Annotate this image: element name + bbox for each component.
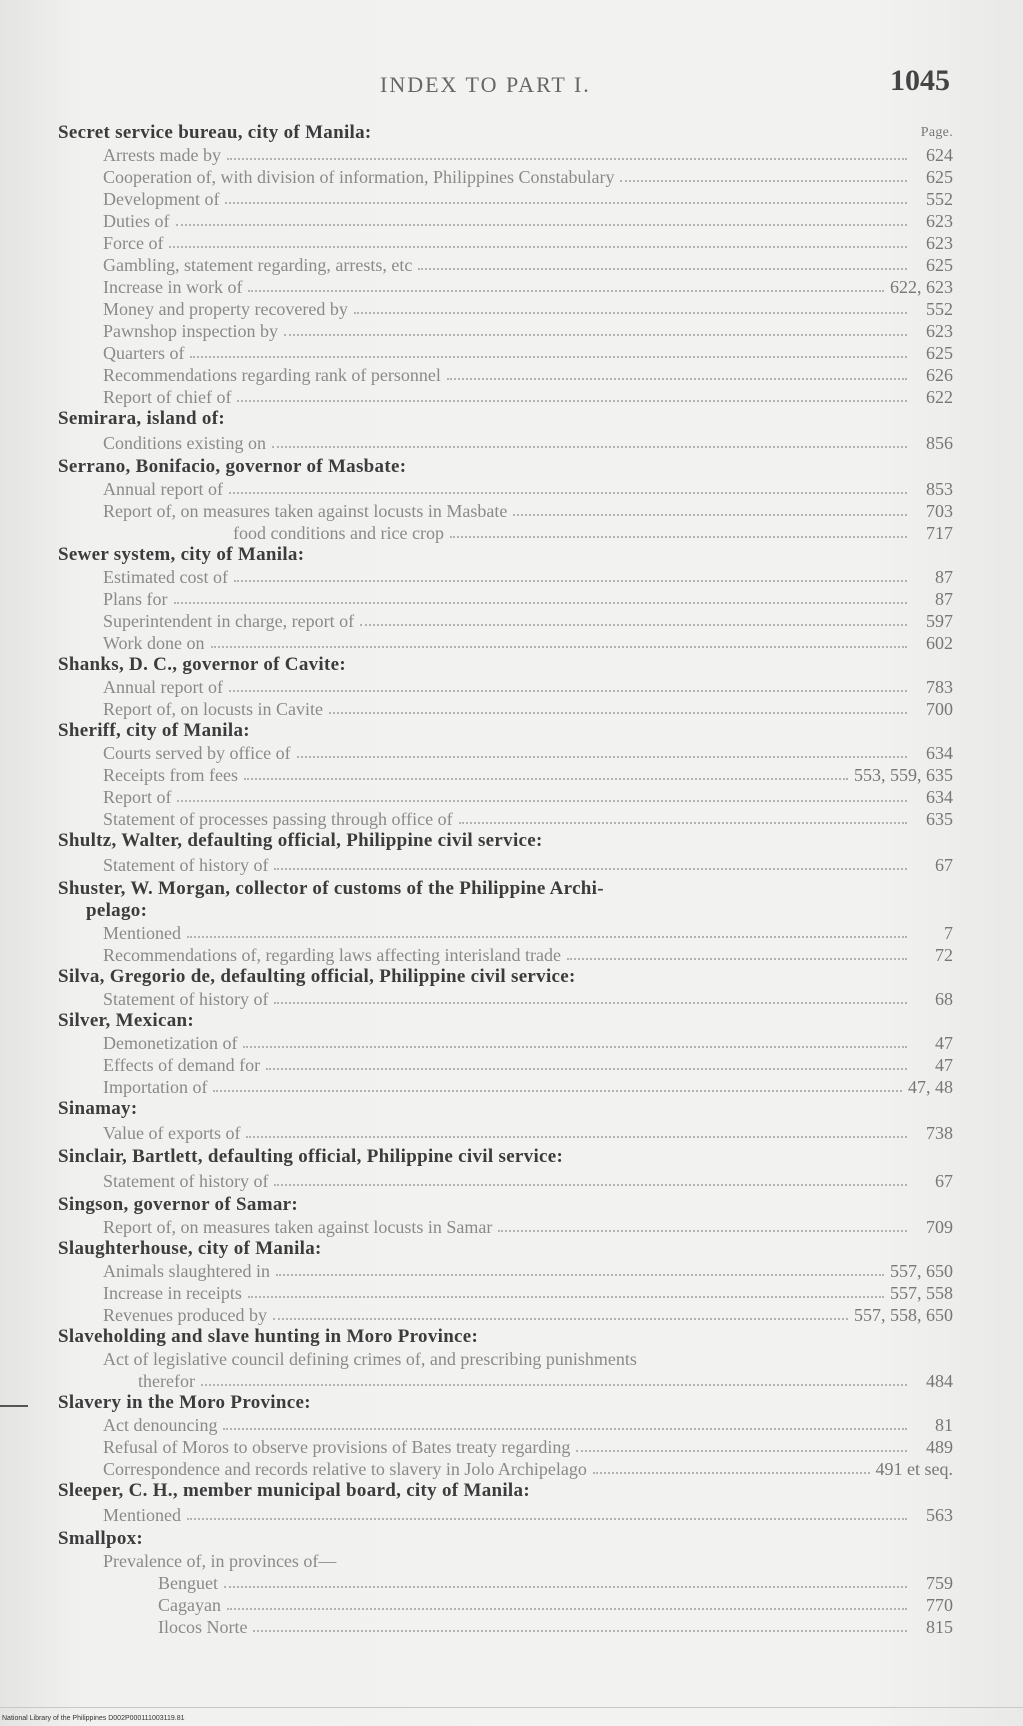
leader-dots	[237, 400, 907, 402]
leader-dots	[234, 580, 907, 582]
index-row	[58, 676, 953, 698]
row-page: 67	[935, 1171, 953, 1191]
leader-dots	[274, 1184, 907, 1186]
leader-dots	[297, 756, 907, 758]
row-text: Conditions existing on	[103, 433, 267, 453]
leader-dots	[176, 224, 908, 226]
leader-dots	[223, 1428, 907, 1430]
leader-dots	[169, 246, 907, 248]
index-row	[58, 1436, 953, 1458]
entry-heading: Sinclair, Bartlett, defaulting official, Philippine civil service:	[58, 1146, 564, 1167]
index-row	[58, 500, 953, 522]
row-page: 81	[935, 1415, 953, 1435]
leader-dots	[567, 958, 907, 960]
entry-heading: Singson, governor of Samar:	[58, 1194, 298, 1215]
row-text: Pawnshop inspection by	[103, 321, 278, 341]
index-row	[58, 1414, 953, 1436]
index-row	[58, 320, 953, 342]
leader-dots	[447, 378, 907, 380]
leader-dots	[576, 1450, 907, 1452]
row-page: 7	[944, 923, 953, 943]
leader-dots	[201, 1384, 907, 1386]
index-row	[58, 1348, 953, 1370]
row-text: Increase in work of	[103, 277, 243, 297]
index-row	[58, 276, 953, 298]
index-row	[58, 188, 953, 210]
entry-heading: Silver, Mexican:	[58, 1010, 195, 1031]
row-text: Cagayan	[158, 1595, 221, 1615]
row-page: 635	[926, 809, 953, 829]
index-row	[58, 298, 953, 320]
page-bottom-rule	[0, 1707, 1023, 1708]
index-entry	[58, 1480, 953, 1528]
leader-dots	[354, 312, 907, 314]
index-row	[58, 1304, 953, 1326]
row-text: Statement of history of	[103, 1171, 269, 1191]
leader-dots	[244, 778, 848, 780]
leader-dots	[498, 1230, 907, 1232]
row-text: food conditions and rice crop	[233, 523, 444, 543]
leader-dots	[274, 1002, 907, 1004]
index-row	[58, 210, 953, 232]
index-entry	[58, 1392, 953, 1480]
leader-dots	[177, 800, 907, 802]
row-page: 623	[926, 211, 953, 231]
index-entry	[58, 1528, 953, 1638]
leader-dots	[253, 1630, 907, 1632]
index-row	[58, 1616, 953, 1638]
index-entry	[58, 456, 953, 544]
index-row	[58, 1458, 953, 1480]
leader-dots	[225, 202, 907, 204]
row-text: Development of	[103, 189, 220, 209]
scan-edge-mark	[0, 1405, 28, 1407]
index-row	[58, 1282, 953, 1304]
row-page: 625	[926, 167, 953, 187]
leader-dots	[513, 514, 907, 516]
index-row	[58, 610, 953, 632]
entry-heading: Slavery in the Moro Province:	[58, 1392, 311, 1413]
row-text: Arrests made by	[103, 145, 221, 165]
index-row	[58, 1572, 953, 1594]
entry-heading-continuation: pelago:	[86, 900, 148, 921]
row-page: 624	[926, 145, 953, 165]
index-entry	[58, 1326, 953, 1392]
entry-heading: Sleeper, C. H., member municipal board, city of Manila:	[58, 1480, 530, 1501]
row-text: Demonetization of	[103, 1033, 238, 1053]
index-row	[58, 522, 953, 544]
index-row	[58, 1370, 953, 1392]
row-page: 625	[926, 255, 953, 275]
index-row	[58, 1260, 953, 1282]
index-row	[58, 430, 953, 456]
row-page: 770	[926, 1595, 953, 1615]
entry-heading: Shultz, Walter, defaulting official, Philippine civil service:	[58, 830, 543, 851]
leader-dots	[273, 1318, 848, 1320]
index-entry	[58, 1194, 953, 1238]
leader-dots	[229, 492, 907, 494]
row-page: 552	[926, 299, 953, 319]
entry-heading: Sewer system, city of Manila:	[58, 544, 305, 565]
index-entry	[58, 1098, 953, 1146]
leader-dots	[248, 1296, 884, 1298]
index-row	[58, 1120, 953, 1146]
leader-dots	[227, 158, 907, 160]
entry-heading: Shanks, D. C., governor of Cavite:	[58, 654, 346, 675]
row-page: 563	[926, 1505, 953, 1525]
row-text: Superintendent in charge, report of	[103, 611, 355, 631]
row-text: Report of, on measures taken against locusts in Masbate	[103, 501, 508, 521]
row-text: Gambling, statement regarding, arrests, etc	[103, 255, 413, 275]
row-page: 815	[926, 1617, 953, 1637]
row-text: Receipts from fees	[103, 765, 238, 785]
index-entry	[58, 122, 953, 408]
row-page: 557, 650	[890, 1261, 953, 1281]
leader-dots	[284, 334, 907, 336]
entry-heading: Slaveholding and slave hunting in Moro Province:	[58, 1326, 479, 1347]
row-page: 623	[926, 321, 953, 341]
row-page: 484	[926, 1371, 953, 1391]
row-text: Recommendations regarding rank of personnel	[103, 365, 441, 385]
row-page: 709	[926, 1217, 953, 1237]
leader-dots	[450, 536, 907, 538]
leader-dots	[360, 624, 907, 626]
index-row	[58, 1594, 953, 1616]
index-row	[58, 698, 953, 720]
entry-heading: Smallpox:	[58, 1528, 144, 1549]
row-text: Refusal of Moros to observe provisions of Bates treaty regarding	[103, 1437, 571, 1457]
row-text: Report of	[103, 787, 172, 807]
row-text: Value of exports of	[103, 1123, 241, 1143]
row-text: Courts served by office of	[103, 743, 291, 763]
leader-dots	[211, 646, 907, 648]
row-text: Report of chief of	[103, 387, 232, 407]
index-entry	[58, 830, 953, 878]
row-page: 759	[926, 1573, 953, 1593]
index-entry	[58, 408, 953, 456]
row-text: Effects of demand for	[103, 1055, 261, 1075]
index-row	[58, 944, 953, 966]
leader-dots	[187, 936, 907, 938]
index-entry	[58, 966, 953, 1010]
row-text: Prevalence of, in provinces of—	[103, 1551, 337, 1571]
index-row	[58, 632, 953, 654]
row-page: 738	[926, 1123, 953, 1143]
leader-dots	[227, 1608, 907, 1610]
row-page: 87	[935, 589, 953, 609]
index-row	[58, 1550, 953, 1572]
index-entry	[58, 654, 953, 720]
index-row	[58, 166, 953, 188]
row-text: Statement of history of	[103, 989, 269, 1009]
row-page: 557, 558, 650	[854, 1305, 953, 1325]
row-page: 634	[926, 743, 953, 763]
leader-dots	[276, 1274, 884, 1276]
index-row	[58, 1076, 953, 1098]
leader-dots	[418, 268, 907, 270]
row-page: 72	[935, 945, 953, 965]
scan-footer-note: National Library of the Philippines D002P000111003119.81	[2, 1715, 185, 1722]
index-row	[58, 1216, 953, 1238]
row-page: 553, 559, 635	[854, 765, 953, 785]
leader-dots	[274, 868, 907, 870]
page-column-label: Page.	[920, 125, 953, 140]
row-text: Correspondence and records relative to slavery in Jolo Archipelago	[103, 1459, 587, 1479]
row-text: Ilocos Norte	[158, 1617, 248, 1637]
row-text: Report of, on measures taken against locusts in Samar	[103, 1217, 493, 1237]
index-row	[58, 922, 953, 944]
row-text: Mentioned	[103, 1505, 181, 1525]
index-entry	[58, 1146, 953, 1194]
row-text: Force of	[103, 233, 164, 253]
row-page: 557, 558	[890, 1283, 953, 1303]
entry-heading: Slaughterhouse, city of Manila:	[58, 1238, 322, 1259]
row-page: 700	[926, 699, 953, 719]
running-title: INDEX TO PART I.	[380, 72, 591, 97]
index-row	[58, 144, 953, 166]
index-row	[58, 478, 953, 500]
row-page: 47, 48	[908, 1077, 953, 1097]
index-row	[58, 232, 953, 254]
row-text: Act of legislative council defining crimes of, and prescribing punishments	[103, 1349, 637, 1369]
row-text: Money and property recovered by	[103, 299, 348, 319]
index-row	[58, 1032, 953, 1054]
index-row	[58, 386, 953, 408]
page-header	[60, 64, 960, 104]
row-page: 623	[926, 233, 953, 253]
row-page: 597	[926, 611, 953, 631]
leader-dots	[329, 712, 907, 714]
row-text: Benguet	[158, 1573, 218, 1593]
entry-heading-text: Shuster, W. Morgan, collector of customs of the Philippine Archi-	[58, 878, 604, 899]
row-page: 491 et seq.	[875, 1459, 953, 1479]
row-text: Quarters of	[103, 343, 185, 363]
index-entry	[58, 544, 953, 654]
leader-dots	[174, 602, 908, 604]
row-page: 47	[935, 1055, 953, 1075]
index-row	[58, 808, 953, 830]
page-number: 1045	[890, 64, 950, 97]
leader-dots	[243, 1046, 907, 1048]
row-text: Estimated cost of	[103, 567, 228, 587]
row-text: Work done on	[103, 633, 205, 653]
leader-dots	[229, 690, 907, 692]
row-page: 626	[926, 365, 953, 385]
index-row	[58, 1168, 953, 1194]
leader-dots	[593, 1472, 870, 1474]
row-page: 622	[926, 387, 953, 407]
index-entry	[58, 720, 953, 830]
index-row	[58, 852, 953, 878]
row-text: Increase in receipts	[103, 1283, 242, 1303]
row-page: 602	[926, 633, 953, 653]
index-row	[58, 342, 953, 364]
row-page: 783	[926, 677, 953, 697]
entry-heading: Sinamay:	[58, 1098, 138, 1119]
leader-dots	[213, 1090, 902, 1092]
row-text: Revenues produced by	[103, 1305, 267, 1325]
index-row	[58, 742, 953, 764]
index-row	[58, 786, 953, 808]
row-text: Mentioned	[103, 923, 181, 943]
row-text: therefor	[138, 1371, 195, 1391]
row-page: 625	[926, 343, 953, 363]
row-page: 703	[926, 501, 953, 521]
row-page: 67	[935, 855, 953, 875]
index-row	[58, 254, 953, 276]
index-row	[58, 988, 953, 1010]
index-list	[58, 122, 953, 1638]
row-page: 622, 623	[890, 277, 953, 297]
row-page: 68	[935, 989, 953, 1009]
leader-dots	[187, 1518, 907, 1520]
row-text: Importation of	[103, 1077, 208, 1097]
entry-heading: Semirara, island of:	[58, 408, 225, 429]
entry-heading	[58, 122, 953, 144]
row-text: Plans for	[103, 589, 168, 609]
index-row	[58, 588, 953, 610]
entry-heading-text: Secret service bureau, city of Manila:	[58, 122, 372, 143]
leader-dots	[266, 1068, 907, 1070]
row-text: Recommendations of, regarding laws affecting interisland trade	[103, 945, 562, 965]
row-text: Act denouncing	[103, 1415, 218, 1435]
leader-dots	[272, 446, 907, 448]
row-text: Annual report of	[103, 677, 223, 697]
row-text: Statement of history of	[103, 855, 269, 875]
leader-dots	[248, 290, 884, 292]
row-page: 634	[926, 787, 953, 807]
row-text: Duties of	[103, 211, 170, 231]
index-row	[58, 566, 953, 588]
leader-dots	[246, 1136, 907, 1138]
row-text: Cooperation of, with division of information, Philippines Constabulary	[103, 167, 615, 187]
leader-dots	[190, 356, 907, 358]
row-page: 717	[926, 523, 953, 543]
entry-heading: Serrano, Bonifacio, governor of Masbate:	[58, 456, 407, 477]
index-row	[58, 764, 953, 786]
row-text: Report of, on locusts in Cavite	[103, 699, 323, 719]
row-page: 552	[926, 189, 953, 209]
index-entry	[58, 1238, 953, 1326]
leader-dots	[620, 180, 907, 182]
entry-heading	[58, 878, 953, 922]
row-page: 856	[926, 433, 953, 453]
leader-dots	[224, 1586, 907, 1588]
leader-dots	[459, 822, 907, 824]
entry-heading: Silva, Gregorio de, defaulting official, Philippine civil service:	[58, 966, 576, 987]
index-row	[58, 1054, 953, 1076]
row-page: 489	[926, 1437, 953, 1457]
row-page: 87	[935, 567, 953, 587]
row-page: 853	[926, 479, 953, 499]
row-text: Statement of processes passing through office of	[103, 809, 453, 829]
index-row	[58, 1502, 953, 1528]
row-text: Animals slaughtered in	[103, 1261, 270, 1281]
index-row	[58, 364, 953, 386]
entry-heading: Sheriff, city of Manila:	[58, 720, 250, 741]
index-entry	[58, 1010, 953, 1098]
index-entry	[58, 878, 953, 966]
row-page: 47	[935, 1033, 953, 1053]
row-text: Annual report of	[103, 479, 223, 499]
